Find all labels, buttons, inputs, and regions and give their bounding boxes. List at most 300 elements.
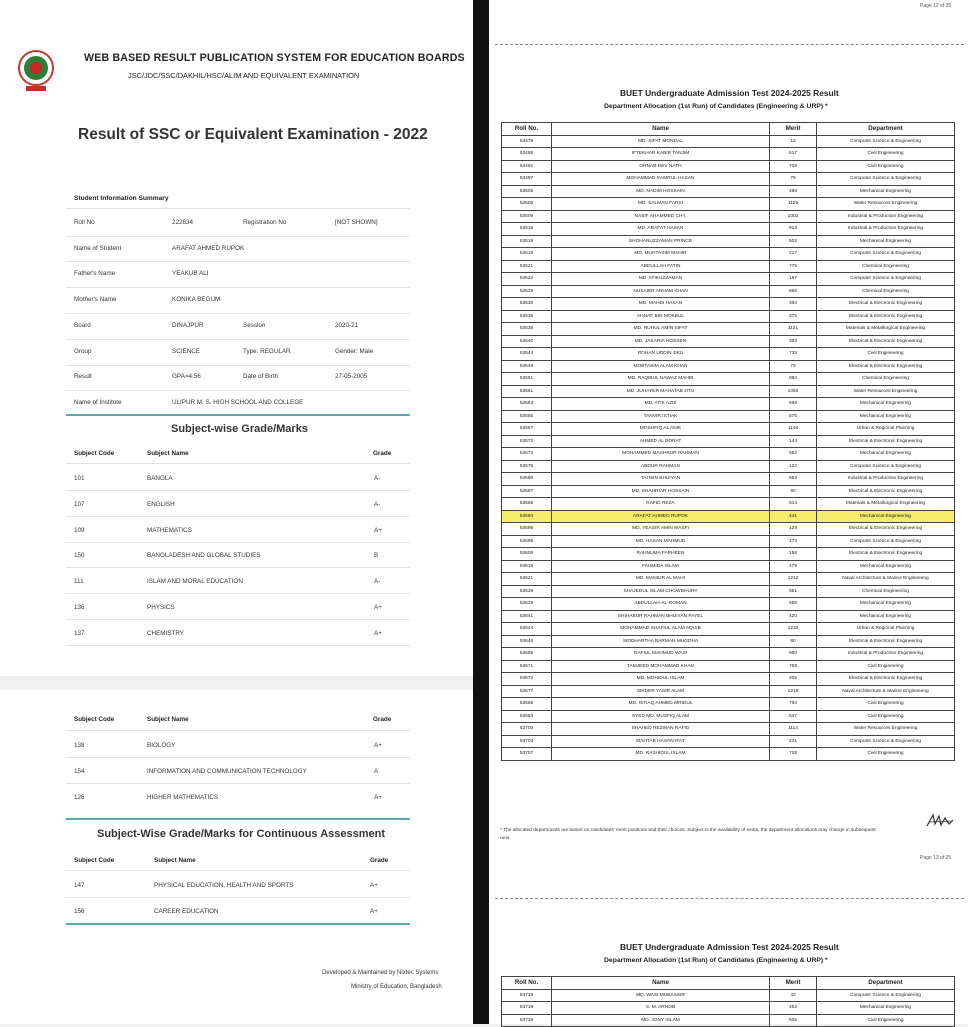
table-row [502,148,955,161]
cell-department: Industrial & Production Engineering [817,223,955,236]
ssc-result-sheet-continued [0,690,473,1024]
row-divider [66,757,410,758]
buet-subtitle: Department Allocation (1st Run) of Candidates (Engineering & URP) * [604,103,828,110]
cell-roll: 53485 [502,148,552,161]
table-row [502,473,955,486]
summary-label: Student Information Summary [74,195,169,202]
cell-merit: 617 [770,148,817,161]
cell-merit: 651 [770,585,817,598]
table-row [502,335,955,348]
subject-code: 147 [74,882,85,889]
roll-value: 222634 [172,219,194,226]
allocation-table-2 [501,976,955,1027]
cell-roll: 53516 [502,223,552,236]
highlighted-table-row [502,510,955,523]
cell-department: Mechanical Engineering [817,1002,955,1015]
table-row [502,323,955,336]
cell-merit: 488 [770,185,817,198]
cell-department: Urban & Regional Planning [817,423,955,436]
row-divider [66,619,410,620]
th-department: Department [817,123,955,136]
cell-name: SHOHANUZZAMAN PRINCE [552,235,770,248]
cell-department: Electrical & Electronic Engineering [817,485,955,498]
cell-name: ROHAN UDDIN JIKU [552,348,770,361]
cell-merit: 552 [770,448,817,461]
gpa-value: GPA=4.56 [172,373,201,380]
table-row [502,735,955,748]
cell-merit: 187 [770,273,817,286]
cell-merit: 174 [770,535,817,548]
cell-name: MD. MUHTASIM MAHIR [552,248,770,261]
dob-value: 27-05-2005 [335,373,368,380]
cell-department: Electrical & Electronic Engineering [817,673,955,686]
cell-merit: 128 [770,523,817,536]
cell-department: Civil Engineering [817,710,955,723]
table-row [502,523,955,536]
board-emblem-icon [16,48,56,96]
cell-department: Water Resources Engineering [817,385,955,398]
table-row [502,710,955,723]
roll-label: Roll No [74,219,95,226]
cell-name: MD. SALMAN FARSI [552,198,770,211]
cell-name: NUSAIER ARHAM KHAN [552,285,770,298]
result-label: Result [74,373,92,380]
ca-col-grade: Grade [370,857,389,864]
table-row [502,223,955,236]
table-row [502,1014,955,1027]
footer-developer: Developed & Maintained by Nixtec Systems [322,970,439,976]
cell-name: MD. RAQIBUL NAWAZ MAHIB [552,373,770,386]
table-row [502,285,955,298]
page-break-line-2 [495,898,964,899]
cell-roll: 53598 [502,535,552,548]
table-row [502,548,955,561]
cell-department: Electrical & Electronic Engineering [817,310,955,323]
cell-name: MD. MAHDI HASAN [552,298,770,311]
cell-merit: 90 [770,485,817,498]
table-row [502,635,955,648]
cell-department: Materials & Metallurgical Engineering [817,498,955,511]
cell-merit: 13 [770,135,817,148]
cell-department: Chemical Engineering [817,373,955,386]
buet-title-2: BUET Undergraduate Admission Test 2024-2025 Result [620,942,839,952]
cell-department: Civil Engineering [817,660,955,673]
subject-code: 150 [74,552,85,560]
cell-merit: 1050 [770,385,817,398]
cell-name: RAFID REZA [552,498,770,511]
cell-name: MD. JUHAYER MAHATAB JITU [552,385,770,398]
cell-merit: 769 [770,660,817,673]
page-break-line [495,44,964,45]
cell-department: Civil Engineering [817,148,955,161]
cell-department: Civil Engineering [817,160,955,173]
cell-roll: 53707 [502,748,552,761]
gender: Gender: Male [335,348,374,355]
cell-merit: 913 [770,223,817,236]
th-name: Name [552,123,770,136]
cell-name: SIDDHARTHA BARMAN MUGDHA [552,635,770,648]
row-divider [66,593,410,594]
cell-department: Electrical & Electronic Engineering [817,335,955,348]
cell-merit: 575 [770,410,817,423]
table-row [502,623,955,636]
cell-roll: 53529 [502,285,552,298]
table-row [502,448,955,461]
table-row [502,185,955,198]
header-title: WEB BASED RESULT PUBLICATION SYSTEM FOR EDUCATION BOARDS [84,52,465,64]
subject-code: 137 [74,629,85,637]
cell-merit: 614 [770,498,817,511]
subject-name: BANGLADESH AND GLOBAL STUDIES [147,552,261,560]
cell-department: Chemical Engineering [817,260,955,273]
cell-merit: 375 [770,310,817,323]
cell-name: NASIF AHAMMED CHY. [552,210,770,223]
cell-department: Mechanical Engineering [817,610,955,623]
result-title: Result of SSC or Equivalent Examination - 2022 [78,126,428,143]
cell-merit: 217 [770,248,817,261]
row-divider [66,490,410,491]
cell-name: FAHMIDA ISLAM [552,560,770,573]
col-grade: Grade [373,450,392,457]
table-row [502,698,955,711]
subject-grade: A+ [370,908,378,915]
table-row [502,648,955,661]
cell-roll: 53719 [502,1002,552,1015]
board-value: DINAJPUR [172,322,204,329]
header-subtitle: JSC/JDC/SSC/DAKHIL/HSC/ALIM AND EQUIVALENT EXAMINATION [128,71,360,80]
signature-icon [925,812,955,830]
table-row [502,673,955,686]
table-row [502,173,955,186]
cell-name: TANVIR ISTIAK [552,410,770,423]
page-number-bottom: Page 13 of 25 [920,855,952,861]
cell-name: MD. MANIUR AL MAHI [552,573,770,586]
dob-label: Date of Birth [243,373,278,380]
cell-department: Mechanical Engineering [817,560,955,573]
subject-grade: A+ [374,629,382,637]
cell-roll: 53567 [502,423,552,436]
cell-merit: 1131 [770,323,817,336]
cell-name: MD. JONY ISLAM [552,1014,770,1027]
subject-name: PHYSICAL EDUCATION, HEALTH AND SPORTS [154,882,294,889]
cell-name: ABDULLAH FATIN [552,260,770,273]
table-row [502,535,955,548]
cell-name: MD. RUHUL AMIN SIFAT [552,323,770,336]
cell-name: SHAHED REZWAN RAFID [552,723,770,736]
cell-roll: 53729 [502,1014,552,1027]
cell-name: MD. ATIK AZIZ [552,398,770,411]
cell-roll: 53580 [502,473,552,486]
cell-roll: 53677 [502,685,552,698]
cell-roll: 53671 [502,660,552,673]
cell-name: SIKDER YASIR ALAM [552,685,770,698]
subject-name: ENGLISH [147,500,175,508]
cell-merit: 647 [770,710,817,723]
cell-name: MD. MOHIDUL ISLAM [552,673,770,686]
cell-name: ABDUR RAHMAN [552,460,770,473]
cell-name: AHMED AL BORAT [552,435,770,448]
col-grade-2: Grade [373,716,392,723]
subject-code: 126 [74,793,85,801]
cell-roll: 53615 [502,560,552,573]
cell-merit: 735 [770,348,817,361]
cell-roll: 53540 [502,335,552,348]
buet-subtitle-2: Department Allocation (1st Run) of Candidates (Engineering & URP) * [604,957,828,964]
cell-roll: 53641 [502,610,552,623]
cell-roll: 53628 [502,585,552,598]
subject-name: PHYSICS [147,604,175,611]
cell-roll: 53594 [502,510,552,523]
cell-merit: 960 [770,648,817,661]
cell-merit: 775 [770,260,817,273]
table-row [502,748,955,761]
cell-name: AHNAF BIN MOKBUL [552,310,770,323]
cell-roll: 53544 [502,348,552,361]
cell-roll: 53548 [502,360,552,373]
table-row [502,235,955,248]
table-row [502,160,955,173]
cell-merit: 441 [770,510,817,523]
cell-roll: 53505 [502,185,552,198]
cell-name: MD. HASAN MAHMUD [552,535,770,548]
table-row [502,273,955,286]
registration-label: Registration No [243,219,287,226]
row-divider [66,567,410,568]
cell-merit: 205 [770,673,817,686]
table-row [502,410,955,423]
cell-roll: 53509 [502,210,552,223]
allocation-table [501,122,955,761]
cell-merit: 420 [770,610,817,623]
cell-roll: 53506 [502,198,552,211]
ca-col-subject-name: Subject Name [154,857,196,864]
cell-department: Mechanical Engineering [817,185,955,198]
cell-merit: 79 [770,173,817,186]
cell-department: Electrical & Electronic Engineering [817,298,955,311]
cell-roll: 53522 [502,273,552,286]
row-divider [66,542,410,543]
table-row [502,685,955,698]
cell-roll: 53551 [502,373,552,386]
table-row [502,310,955,323]
father-name-value: YEAKUB ALI [172,270,209,277]
subject-code: 101 [74,475,85,482]
table-row [502,485,955,498]
cell-department: Electrical & Electronic Engineering [817,360,955,373]
cell-roll: 53479 [502,135,552,148]
cell-roll: 53688 [502,698,552,711]
cell-roll: 53672 [502,673,552,686]
cell-department: Mechanical Engineering [817,398,955,411]
subject-name: MATHEMATICS [147,526,192,534]
cell-name: RAFIUL MAHMUD WASI [552,648,770,661]
table-row [502,598,955,611]
cell-roll: 53629 [502,598,552,611]
table-row [502,360,955,373]
student-name-value: ARAFAT AHMED RUPOK [172,245,245,252]
cell-name: ABDULLAH-AL-ROMAN [552,598,770,611]
cell-merit: 502 [770,235,817,248]
cell-roll: 53718 [502,989,552,1002]
cell-name: MOHAMMED MASHRUR RAHMAN [552,448,770,461]
subject-grade: B [374,552,379,560]
table-row [502,989,955,1002]
table-row [502,298,955,311]
subject-grade: A- [374,475,381,482]
table-row [502,248,955,261]
cell-roll: 53530 [502,298,552,311]
cell-merit: 479 [770,560,817,573]
cell-merit: 80 [770,635,817,648]
cell-roll: 53497 [502,173,552,186]
cell-merit: 568 [770,398,817,411]
table-row [502,560,955,573]
th-roll-2: Roll No. [502,977,552,990]
table-row [502,1002,955,1015]
cell-roll: 53700 [502,723,552,736]
cell-roll: 53491 [502,160,552,173]
cell-name: MD. ATIKUZZAMAN [552,273,770,286]
cell-department: Mechanical Engineering [817,410,955,423]
cell-roll: 53621 [502,573,552,586]
allocation-footnote: * The allocated departments are based on candidates' merit positions and their choices. Subject to the availability of seats, the department allocations may change in subsequent runs. [500,828,876,841]
th-merit: Merit [770,123,817,136]
subject-grade: A+ [374,604,382,611]
cell-merit: 1148 [770,423,817,436]
table-row [502,198,955,211]
student-name-label: Name of Student [74,245,122,252]
col-subject-code-2: Subject Code [74,716,115,723]
cell-name: MD. NADIM HOSSAIN [552,185,770,198]
institute-label: Name of Institute [74,399,122,406]
board-label: Board [74,322,91,329]
cell-merit: 606 [770,1014,817,1027]
cell-name: RAHNUMA FARHEEN [552,548,770,561]
cell-name: TAMJEED MOHAMMAD KHAN [552,660,770,673]
cell-name: MD. RASHIDUL ISLAM [552,748,770,761]
subject-code: 154 [74,767,85,775]
cell-name: MD. SIFAT MONDAL [552,135,770,148]
table-row [502,423,955,436]
cell-roll: 53596 [502,523,552,536]
cell-department: Mechanical Engineering [817,510,955,523]
cell-name: MD. ISTIAQ AHMED MRIDUL [552,698,770,711]
cell-department: Industrial & Production Engineering [817,210,955,223]
subject-name: BIOLOGY [147,742,176,749]
cell-roll: 53703 [502,735,552,748]
cell-department: Electrical & Electronic Engineering [817,548,955,561]
cell-name: SHAJEDUL ISLAM CHOWDHURY [552,585,770,598]
cell-department: Computer Science & Engineering [817,173,955,186]
cell-department: Civil Engineering [817,748,955,761]
cell-department: Electrical & Electronic Engineering [817,635,955,648]
cell-roll: 53575 [502,460,552,473]
cell-department: Civil Engineering [817,348,955,361]
th-merit-2: Merit [770,977,817,990]
cell-roll: 53574 [502,448,552,461]
cell-name: MOSHFIQ AL ANIK [552,423,770,436]
continuous-assessment-title: Subject-Wise Grade/Marks for Continuous Assessment [97,828,386,840]
cell-department: Chemical Engineering [817,585,955,598]
cell-roll: 53605 [502,548,552,561]
cell-roll: 53518 [502,235,552,248]
cell-name: MD. JAKARIA HOSSEN [552,335,770,348]
cell-name: S. M. ARNOB [552,1002,770,1015]
table-row [502,585,955,598]
cell-merit: 383 [770,335,817,348]
subject-name: CHEMISTRY [147,629,184,637]
row-divider [66,516,410,517]
cell-roll: 53646 [502,635,552,648]
session-value: 2020-21 [335,322,359,329]
table-row [502,435,955,448]
th-department-2: Department [817,977,955,990]
subject-name: CAREER EDUCATION [154,908,219,915]
cell-department: Industrial & Production Engineering [817,473,955,486]
cell-merit: 884 [770,373,817,386]
cell-name: SYED MD. MUSFIQ ALAM [552,710,770,723]
cell-name: MOHAMMAD KAMRUL HASAN [552,173,770,186]
cell-roll: 53519 [502,248,552,261]
table-row [502,460,955,473]
cell-name: MD. YEASIR AMIN MASFI [552,523,770,536]
table-row [502,260,955,273]
group-label: Group [74,348,92,355]
subject-code: 156 [74,908,85,915]
cell-roll: 53563 [502,398,552,411]
cell-name: MD. WASI MUBASSIR [552,989,770,1002]
cell-department: Civil Engineering [817,698,955,711]
subject-name: HIGHER MATHEMATICS [147,793,219,801]
buet-title: BUET Undergraduate Admission Test 2024-2025 Result [620,88,839,98]
table-row [502,135,955,148]
cell-roll: 53521 [502,260,552,273]
father-name-label: Father's Name [74,270,116,277]
cell-merit: 452 [770,1002,817,1015]
cell-department: Computer Science & Engineering [817,535,955,548]
ssc-result-sheet [0,0,473,676]
cell-merit: 1233 [770,623,817,636]
col-subject-code: Subject Code [74,450,115,457]
table-row [502,723,955,736]
cell-merit: 764 [770,698,817,711]
subject-code: 107 [74,500,85,508]
row-divider [66,783,410,784]
cell-name: MAHTAB HASAN IFAT [552,735,770,748]
cell-merit: 1125 [770,198,817,211]
th-roll: Roll No. [502,123,552,136]
subject-grade: A+ [370,882,378,889]
cell-name: MD. SHAHRIAR HOSSAIN [552,485,770,498]
cell-roll: 53665 [502,648,552,661]
cell-merit: 866 [770,285,817,298]
cell-department: Electrical & Electronic Engineering [817,435,955,448]
cell-merit: 728 [770,748,817,761]
cell-department: Urban & Regional Planning [817,623,955,636]
cell-merit: 364 [770,298,817,311]
footer-ministry: Ministry of Education, Bangladesh [351,984,442,990]
cell-name: IFTEKHAR KABIR TANJIM [552,148,770,161]
cell-department: Mechanical Engineering [817,235,955,248]
cell-department: Computer Science & Engineering [817,248,955,261]
cell-merit: 953 [770,473,817,486]
col-subject-name: Subject Name [147,450,189,457]
subject-grade: A- [374,500,381,508]
cell-name: MD. ARAFAT HASAN [552,223,770,236]
ca-col-subject-code: Subject Code [74,857,115,864]
cell-merit: 556 [770,598,817,611]
subject-grade: A [374,767,379,775]
